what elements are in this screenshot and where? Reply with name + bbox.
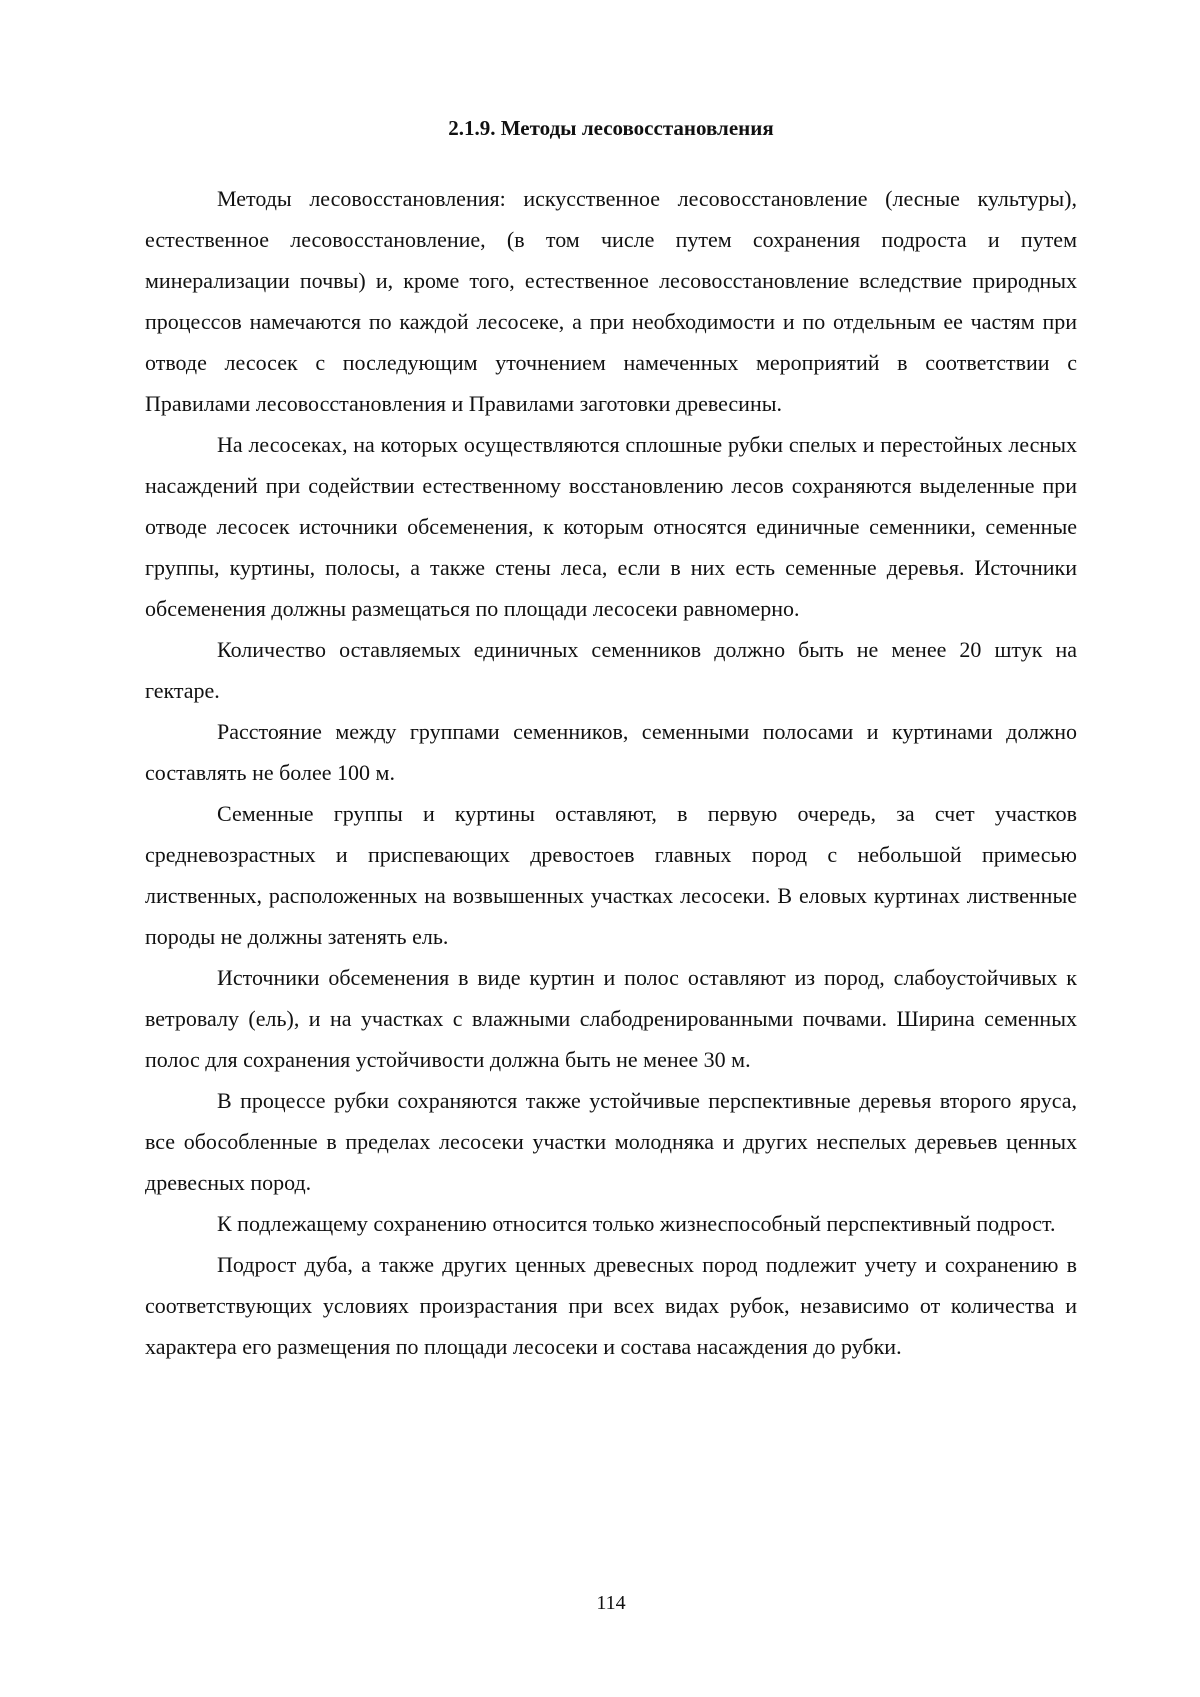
paragraph: На лесосеках, на которых осуществляются сплошные рубки спелых и перестойных лесных насаждений при содействии естественному восстановлению лесов сохраняются выделенные при отводе лесосек источники обсеменения, к которым относятся единичные семенники, семенные группы, куртины, полосы, а также стены леса, если в них есть семенные деревья. Источники обсеменения должны размещаться по площади лесосеки равномерно. (145, 432, 1077, 621)
paragraph: К подлежащему сохранению относится только жизнеспособный перспективный подрост. (217, 1211, 1056, 1236)
paragraph: Количество оставляемых единичных семенников должно быть не менее 20 штук на гектаре. (145, 637, 1077, 703)
paragraph: Расстояние между группами семенников, семенными полосами и куртинами должно составлять не более 100 м. (145, 719, 1077, 785)
paragraph: Источники обсеменения в виде куртин и полос оставляют из пород, слабоустойчивых к ветровалу (ель), и на участках с влажными слабодренированными почвами. Ширина семенных полос для сохранения устойчивости должна быть не менее 30 м. (145, 965, 1077, 1072)
paragraph: Методы лесовосстановления: искусственное лесовосстановление (лесные культуры), естественное лесовосстановление, (в том числе путем сохранения подроста и путем минерализации почвы) и, кроме того, естественное лесовосстановление вследствие природных процессов намечаются по каждой лесосеке, а при необходимости и по отдельным ее частям при отводе лесосек с последующим уточнением намеченных мероприятий в соответствии с Правилами лесовосстановления и Правилами заготовки древесины. (145, 186, 1077, 416)
paragraph: В процессе рубки сохраняются также устойчивые перспективные деревья второго яруса, все обособленные в пределах лесосеки участки молодняка и других неспелых деревьев ценных древесных пород. (145, 1088, 1077, 1195)
paragraph: Семенные группы и куртины оставляют, в первую очередь, за счет участков средневозрастных и приспевающих древостоев главных пород с небольшой примесью лиственных, расположенных на возвышенных участках лесосеки. В еловых куртинах лиственные породы не должны затенять ель. (145, 801, 1077, 949)
section-title: 2.1.9. Методы лесовосстановления (448, 116, 774, 140)
paragraph: Подрост дуба, а также других ценных древесных пород подлежит учету и сохранению в соответствующих условиях произрастания при всех видах рубок, независимо от количества и характера его размещения по площади лесосеки и состава насаждения до рубки. (145, 1252, 1077, 1359)
body-text (145, 178, 1077, 1367)
page-number: 114 (596, 1592, 626, 1614)
